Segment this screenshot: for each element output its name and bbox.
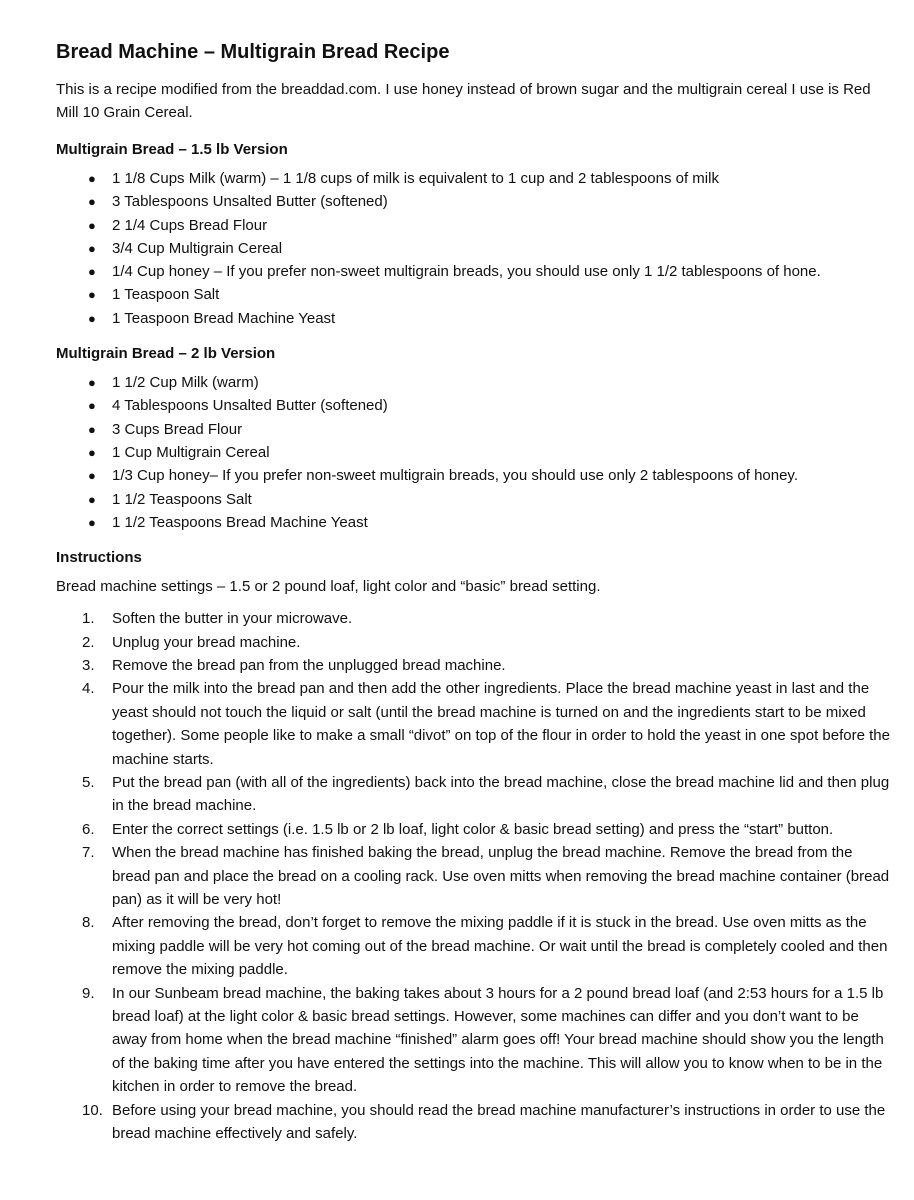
bullet-icon: ●	[88, 398, 96, 414]
ingredient-text: 4 Tablespoons Unsalted Butter (softened)	[112, 397, 388, 415]
list-item	[56, 654, 892, 677]
step-text: Remove the bread pan from the unplugged bread machine.	[112, 656, 506, 674]
step-text: After removing the bread, don’t forget to remove the mixing paddle if it is stuck in the bread. Use oven mitts as the mixing paddle will be very hot coming out of the bread machine. Or wait until the bread is completely cooled and then remove the mixing paddle.	[112, 914, 888, 979]
list-item	[56, 167, 892, 190]
ingredient-text: 1 Cup Multigrain Cereal	[112, 443, 270, 461]
step-number: 4.	[82, 680, 95, 698]
list-item	[56, 371, 892, 394]
section-heading-1-5-lb: Multigrain Bread – 1.5 lb Version	[56, 141, 288, 158]
list-item	[56, 283, 892, 306]
bullet-icon: ●	[88, 240, 96, 256]
ingredient-text: 1 Teaspoon Salt	[112, 286, 220, 304]
step-text: Put the bread pan (with all of the ingredients) back into the bread machine, close the bread machine lid and then plug in the bread machine.	[112, 774, 890, 815]
list-item	[56, 818, 892, 841]
bullet-icon: ●	[88, 421, 96, 437]
bullet-icon: ●	[88, 264, 96, 280]
step-number: 1.	[82, 610, 95, 628]
list-item	[56, 307, 892, 330]
bullet-icon: ●	[88, 375, 96, 391]
step-number: 2.	[82, 633, 95, 651]
step-number: 5.	[82, 774, 95, 791]
instruction-steps	[56, 607, 892, 1145]
ingredient-text: 1 Teaspoon Bread Machine Yeast	[112, 309, 336, 327]
ingredient-text: 1/3 Cup honey– If you prefer non-sweet multigrain breads, you should use only 2 tablespoons of honey.	[112, 467, 798, 485]
list-item	[56, 607, 892, 630]
list-item	[56, 488, 892, 511]
list-item	[56, 394, 892, 417]
ingredient-list-2-lb	[56, 371, 892, 534]
intro-paragraph: This is a recipe modified from the breaddad.com. I use honey instead of brown sugar and the multigrain cereal I use is Red Mill 10 Grain Cereal.	[56, 81, 871, 121]
step-number: 3.	[82, 656, 95, 674]
list-item	[56, 982, 892, 1099]
list-item	[56, 911, 892, 981]
step-text: Before using your bread machine, you should read the bread machine manufacturer’s instructions in order to use the bread machine effectively and safely.	[112, 1101, 886, 1143]
ingredient-text: 3/4 Cup Multigrain Cereal	[112, 239, 283, 257]
list-item	[56, 464, 892, 487]
step-number: 10.	[82, 1101, 103, 1119]
list-item	[56, 190, 892, 213]
machine-settings-text: Bread machine settings – 1.5 or 2 pound loaf, light color and “basic” bread setting.	[56, 578, 601, 596]
ingredient-text: 1/4 Cup honey – If you prefer non-sweet multigrain breads, you should use only 1 1/2 tablespoons of hone.	[112, 263, 821, 281]
step-text: Pour the milk into the bread pan and then add the other ingredients. Place the bread machine yeast in last and the yeast should not touch the liquid or salt (until the bread machine is turned on and the ingredients start to be mixed together). Some people like to make a small “divot” on top of the flour in order to hold the yeast in one spot before the machine starts.	[112, 680, 890, 768]
bullet-icon: ●	[88, 491, 96, 507]
step-text: In our Sunbeam bread machine, the baking takes about 3 hours for a 2 pound bread loaf (and 2:53 hours for a 1.5 lb bread loaf) at the light color & basic bread settings. However, some machines can differ and you don’t want to be away from home when the bread machine “finished” alarm goes off! Your bread machine should show you the length of the baking time after you have entered the settings into the machine. This will allow you to know when to be in the kitchen in order to remove the bread.	[112, 984, 884, 1096]
ingredient-text: 1 1/8 Cups Milk (warm) – 1 1/8 cups of milk is equivalent to 1 cup and 2 tablespoons of milk	[112, 170, 719, 187]
ingredient-text: 2 1/4 Cups Bread Flour	[112, 216, 268, 234]
list-item	[56, 214, 892, 237]
ingredient-text: 3 Tablespoons Unsalted Butter (softened)	[112, 193, 388, 211]
list-item	[56, 1099, 892, 1146]
list-item	[56, 237, 892, 260]
bullet-icon: ●	[88, 468, 96, 484]
ingredient-text: 1 1/2 Cup Milk (warm)	[112, 374, 259, 392]
document-page	[56, 38, 892, 1146]
section-heading-instructions: Instructions	[56, 549, 142, 567]
document-title: Bread Machine – Multigrain Bread Recipe	[56, 41, 450, 63]
list-item	[56, 631, 892, 654]
step-number: 8.	[82, 914, 95, 932]
list-item	[56, 260, 892, 283]
step-number: 6.	[82, 820, 95, 838]
bullet-icon: ●	[88, 171, 96, 186]
ingredient-text: 1 1/2 Teaspoons Bread Machine Yeast	[112, 513, 368, 531]
bullet-icon: ●	[88, 310, 96, 326]
step-text: Unplug your bread machine.	[112, 633, 301, 651]
step-number: 9.	[82, 984, 95, 1002]
section-heading-2-lb: Multigrain Bread – 2 lb Version	[56, 345, 276, 363]
list-item	[56, 771, 892, 818]
step-text: When the bread machine has finished baking the bread, unplug the bread machine. Remove the bread from the bread pan and place the bread on a cooling rack. Use oven mitts when removing the bread machine container (bread pan) as it will be very hot!	[112, 844, 890, 909]
ingredient-text: 1 1/2 Teaspoons Salt	[112, 490, 252, 508]
list-item	[56, 441, 892, 464]
list-item	[56, 418, 892, 441]
bullet-icon: ●	[88, 514, 96, 530]
bullet-icon: ●	[88, 287, 96, 303]
step-number: 7.	[82, 844, 95, 862]
list-item	[56, 511, 892, 534]
bullet-icon: ●	[88, 217, 96, 233]
ingredient-text: 3 Cups Bread Flour	[112, 420, 243, 438]
list-item	[56, 677, 892, 771]
bullet-icon: ●	[88, 194, 96, 210]
ingredient-list-1-5-lb	[56, 167, 892, 330]
list-item	[56, 841, 892, 911]
bullet-icon: ●	[88, 444, 96, 460]
step-text: Enter the correct settings (i.e. 1.5 lb or 2 lb loaf, light color & basic bread setting) and press the “start” button.	[112, 820, 834, 838]
step-text: Soften the butter in your microwave.	[112, 610, 353, 628]
